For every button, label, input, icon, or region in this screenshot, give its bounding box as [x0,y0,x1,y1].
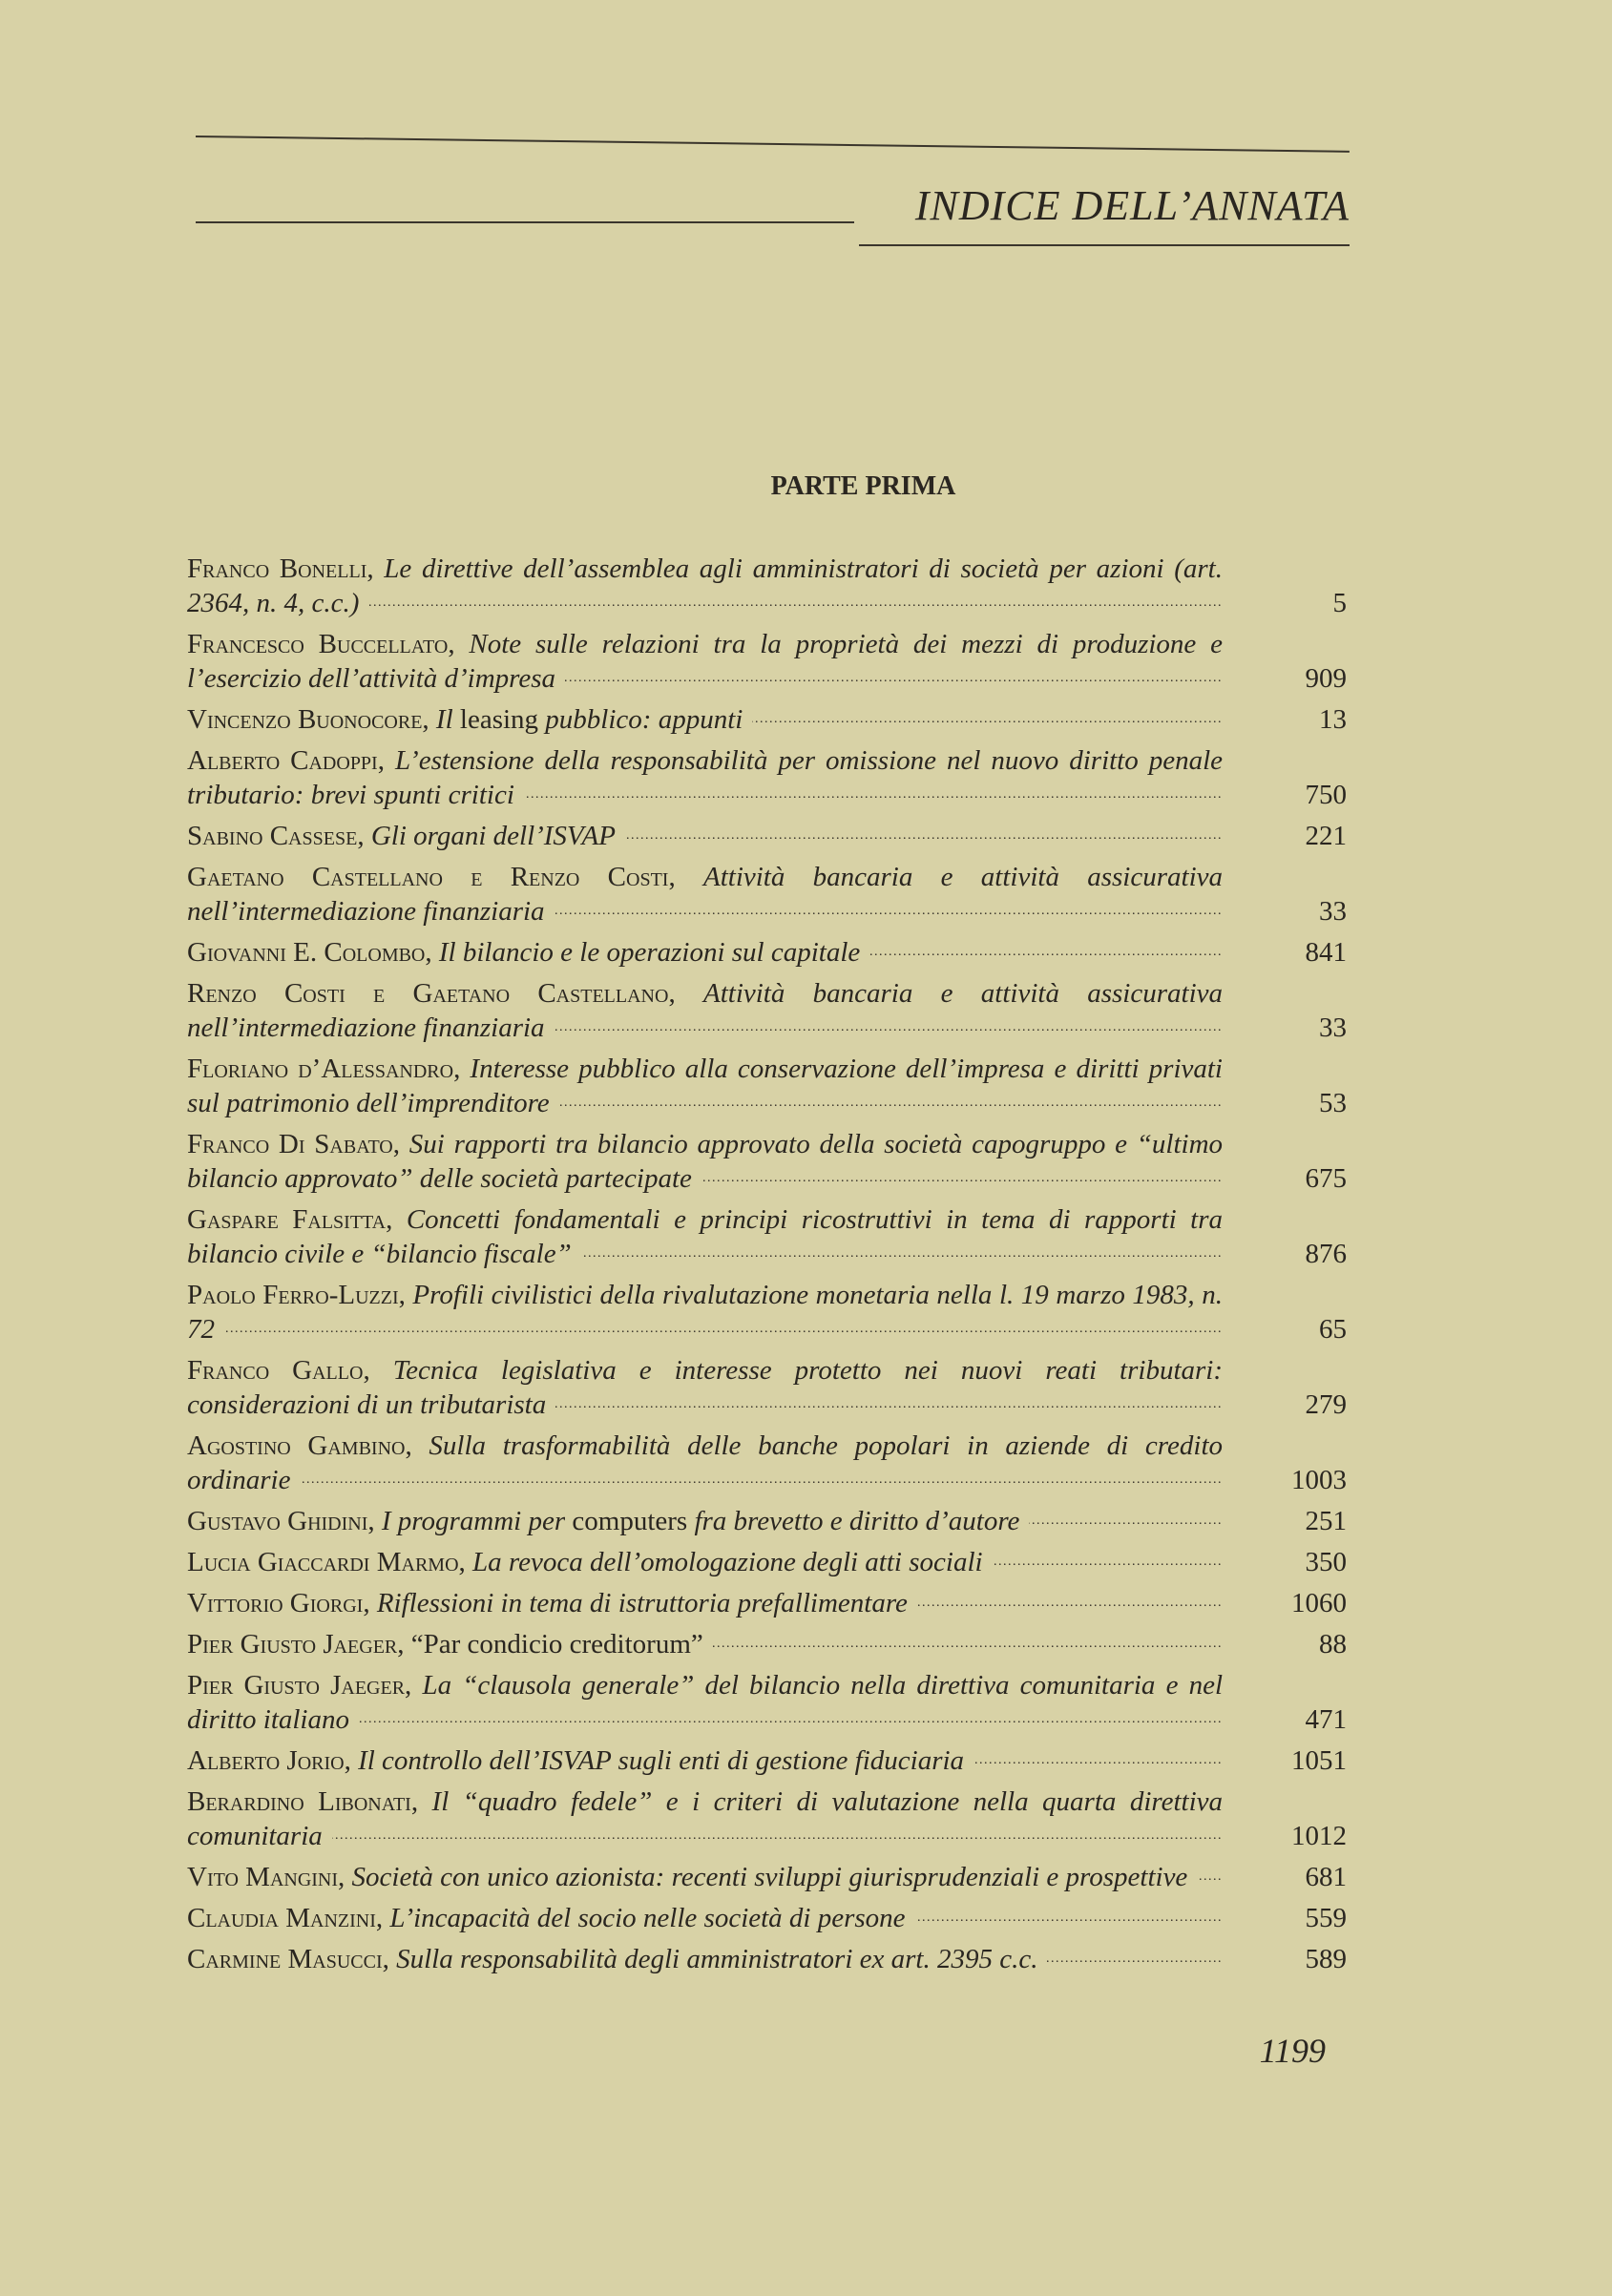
index-entry [187,935,1347,970]
entry-page-number: 589 [1305,1944,1347,1974]
index-entry [187,743,1347,812]
header-rule-top [196,136,1350,153]
entry-title: Riflessioni in tema di istruttoria prefallimentare [377,1588,917,1618]
entry-author: Gaetano Castellano e Renzo Costi [187,862,669,892]
entry-title: I programmi per [381,1506,566,1536]
separator: , [363,1355,393,1386]
entry-page-number: 675 [1305,1163,1347,1194]
index-entry [187,552,1347,620]
entry-page-number: 53 [1319,1088,1347,1118]
entry-author: Lucia Giaccardi Marmo [187,1547,459,1577]
index-entry [187,1743,1347,1778]
entry-title: L’estensione della responsabilità per omissione nel nuovo diritto penale tributario: brevi spunti critici [187,745,1223,810]
entry-text [187,976,1223,1045]
entry-title: Tecnica legislativa e interesse protetto nei nuovi reati tributari: considerazioni di un tributarista [187,1355,1223,1420]
entry-page-number: 841 [1305,937,1347,968]
entry-page-number: 471 [1305,1704,1347,1735]
entry-author: Franco Gallo [187,1355,364,1386]
entry-page-number: 876 [1305,1239,1347,1269]
separator: , [338,1862,352,1892]
entry-text [187,1127,1223,1196]
entry-title: Attività bancaria e attività assicurativa nell’intermediazione finanziaria [187,862,1223,927]
index-entry [187,1586,1347,1620]
entry-page-number: 65 [1319,1314,1347,1345]
separator: , [344,1745,359,1776]
separator: , [668,978,703,1009]
section-title: PARTE PRIMA [770,471,956,501]
separator: , [422,704,436,735]
entry-title: Attività bancaria e attività assicurativa nell’intermediazione finanziaria [187,978,1223,1043]
entry-text [187,702,1223,737]
entry-author: Renzo Costi e Gaetano Castellano [187,978,669,1009]
entry-title: Profili civilistici della rivalutazione monetaria nella l. 19 marzo 1983, n. 72 [187,1280,1223,1345]
index-entry [187,1901,1347,1935]
separator: , [453,1054,471,1084]
entry-title: Concetti fondamentali e principi ricostruttivi in tema di rapporti tra bilancio civile e “bilancio fiscale” [187,1204,1223,1269]
entry-page-number: 279 [1305,1389,1347,1420]
index-entry [187,1202,1347,1271]
entry-author: Pier Giusto Jaeger [187,1670,406,1701]
index-entry [187,1627,1347,1661]
entry-page-number: 33 [1319,896,1347,927]
separator: , [668,862,703,892]
index-entry [187,702,1347,737]
separator: , [357,821,371,851]
entry-author: Alberto Cadoppi [187,745,378,776]
entry-page-number: 681 [1305,1862,1347,1892]
entry-text [187,627,1223,696]
index-entry [187,1278,1347,1346]
entry-text [187,743,1223,812]
separator: , [405,1670,423,1701]
entry-author: Pier Giusto Jaeger [187,1629,398,1659]
index-entry [187,860,1347,929]
entry-text [187,1052,1223,1120]
entry-title: Il controllo dell’ISVAP sugli enti di gestione fiduciaria [358,1745,973,1776]
entry-text [187,1860,1223,1894]
entry-text [187,1202,1223,1271]
entry-text [187,1353,1223,1422]
entry-title: Gli organi dell’ISVAP [371,821,625,851]
entry-title: Le direttive dell’assemblea agli amministratori di società per azioni (art. 2364, n. 4, c.c.) [187,553,1223,618]
entry-author: Francesco Buccellato [187,629,449,659]
running-title: INDICE DELL’ANNATA [914,182,1350,229]
entry-title: Società con unico azionista: recenti sviluppi giurisprudenziali e prospettive [352,1862,1198,1892]
separator: , [398,1280,413,1310]
entry-author: Berardino Libonati [187,1786,411,1817]
entry-title: Il bilancio e le operazioni sul capitale [439,937,869,968]
index-entry [187,1504,1347,1538]
entry-page-number: 1003 [1291,1465,1347,1495]
entry-author: Gaspare Falsitta [187,1204,387,1235]
entry-title: computers [565,1506,695,1536]
entry-text [187,552,1223,620]
separator: , [382,1944,397,1974]
entry-text [187,1668,1223,1737]
entry-text [187,1586,1223,1620]
entry-title: Sulla trasformabilità delle banche popolari in aziende di credito ordinarie [187,1430,1223,1495]
separator: , [367,1506,382,1536]
entry-text [187,819,1223,853]
separator: , [366,553,385,584]
entry-page-number: 88 [1319,1629,1347,1659]
entry-text [187,1429,1223,1497]
entry-author: Franco Di Sabato [187,1129,393,1159]
entry-title: Interesse pubblico alla conservazione dell’impresa e diritti privati sul patrimonio dell’imprenditore [187,1054,1223,1118]
entry-page-number: 5 [1332,588,1347,618]
header-rule-left [196,221,854,223]
entry-author: Alberto Jorio [187,1745,345,1776]
entry-text [187,1743,1223,1778]
separator: , [377,745,395,776]
index-entry [187,627,1347,696]
separator: , [375,1903,390,1933]
entry-page-number: 221 [1305,821,1347,851]
entry-page-number: 13 [1319,704,1347,735]
entry-text [187,1504,1223,1538]
entry-author: Franco Bonelli [187,553,367,584]
index-entry [187,1127,1347,1196]
entry-page-number: 350 [1305,1547,1347,1577]
entry-page-number: 1051 [1291,1745,1347,1776]
index-entry [187,1860,1347,1894]
entry-author: Agostino Gambino [187,1430,406,1461]
entry-page-number: 1060 [1291,1588,1347,1618]
entry-author: Claudia Manzini [187,1903,376,1933]
entry-text [187,1901,1223,1935]
separator: , [386,1204,407,1235]
entry-page-number: 251 [1305,1506,1347,1536]
entry-author: Sabino Cassese [187,821,358,851]
entry-title: Sui rapporti tra bilancio approvato della società capogruppo e “ultimo bilancio approvato” delle società partecipate [187,1129,1223,1194]
index-entry [187,1668,1347,1737]
entry-title: fra brevetto e diritto d’autore [694,1506,1029,1536]
entry-text [187,1942,1223,1976]
entry-author: Paolo Ferro-Luzzi [187,1280,399,1310]
index-entries [187,552,1347,1983]
separator: , [410,1786,432,1817]
entry-author: Vincenzo Buonocore [187,704,423,735]
entry-text [187,1278,1223,1346]
separator: , [425,937,439,968]
entry-author: Vito Mangini [187,1862,339,1892]
entry-title: pubblico: appunti [545,704,752,735]
entry-title: leasing [452,704,546,735]
entry-title: La revoca dell’omologazione degli atti sociali [472,1547,993,1577]
entry-title: Il [435,704,453,735]
entry-text [187,860,1223,929]
separator: , [448,629,470,659]
entry-title: La “clausola generale” del bilancio nella direttiva comunitaria e nel diritto italiano [187,1670,1223,1735]
index-entry [187,1785,1347,1853]
separator: , [392,1129,409,1159]
header-rule-bottom [859,244,1350,246]
entry-page-number: 559 [1305,1903,1347,1933]
entry-title: “Par condicio creditorum” [411,1629,713,1659]
index-entry [187,1545,1347,1579]
index-entry [187,819,1347,853]
index-entry [187,1429,1347,1497]
entry-page-number: 750 [1305,780,1347,810]
entry-title: L’incapacità del socio nelle società di persone [389,1903,914,1933]
entry-author: Giovanni E. Colombo [187,937,426,968]
entry-text [187,935,1223,970]
page-number: 1199 [1259,2032,1326,2070]
index-entry [187,1942,1347,1976]
entry-author: Carmine Masucci [187,1944,383,1974]
entry-text [187,1545,1223,1579]
entry-page-number: 909 [1305,663,1347,694]
separator: , [363,1588,377,1618]
entry-page-number: 1012 [1291,1821,1347,1851]
entry-title: Sulla responsabilità degli amministratori ex art. 2395 c.c. [396,1944,1047,1974]
entry-title: Note sulle relazioni tra la proprietà dei mezzi di produzione e l’esercizio dell’attività d’impresa [187,629,1223,694]
separator: , [458,1547,473,1577]
separator: , [405,1430,429,1461]
entry-author: Vittorio Giorgi [187,1588,364,1618]
entry-author: Floriano d’Alessandro [187,1054,454,1084]
entry-title: Il “quadro fedele” e i criteri di valutazione nella quarta direttiva comunitaria [187,1786,1223,1851]
index-entry [187,1353,1347,1422]
entry-page-number: 33 [1319,1012,1347,1043]
entry-text [187,1785,1223,1853]
entry-author: Gustavo Ghidini [187,1506,368,1536]
index-entry [187,1052,1347,1120]
index-entry [187,976,1347,1045]
separator: , [397,1629,411,1659]
entry-text [187,1627,1223,1661]
